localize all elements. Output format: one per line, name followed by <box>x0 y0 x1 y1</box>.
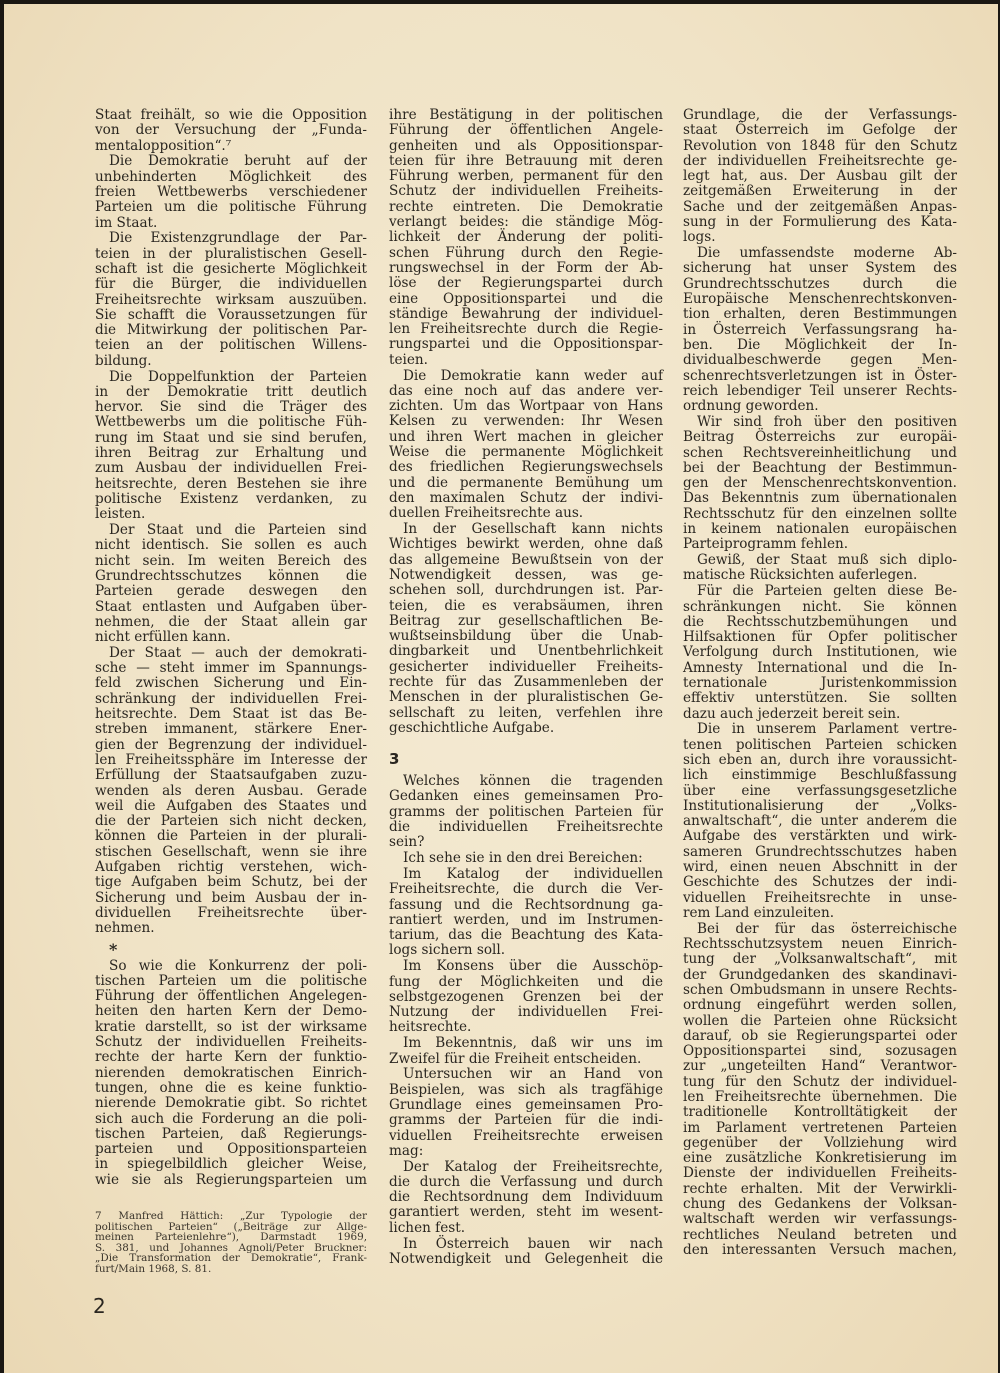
paragraph <box>389 867 663 959</box>
text-line: nicht identisch. Sie sollen es auch <box>95 537 367 554</box>
paragraph <box>389 851 663 866</box>
text-line: rem Land einzuleiten. <box>683 904 835 921</box>
text-line: gen der Menschenrechtskonvention. <box>683 475 957 492</box>
text-line: in Österreich Verfassungsrang ha- <box>683 321 957 338</box>
text-line: Der Staat — auch der demokrati- <box>109 644 367 661</box>
text-line: Untersuchen wir an Hand von <box>403 1066 663 1083</box>
text-line: Im Katalog der individuellen <box>403 865 663 882</box>
text-line: rechte eintreten. Die Demokratie <box>389 198 663 215</box>
text-line: Staat entlasten und Aufgaben über- <box>95 598 367 615</box>
text-line: Ich sehe sie in den drei Bereichen: <box>403 850 643 867</box>
text-line: schen Rechtsvereinheitlichung und <box>683 444 957 461</box>
paragraph <box>389 1067 663 1159</box>
text-line: zichten. Um das Wortpaar von Hans <box>389 398 663 415</box>
text-line: Die Doppelfunktion der Parteien <box>109 368 367 385</box>
text-line: matische Rücksichten auferlegen. <box>683 567 918 584</box>
text-line: fung der Möglichkeiten und die <box>389 973 663 990</box>
paragraph <box>389 959 663 1035</box>
text-line: rantiert werden, und im Instrumen- <box>389 911 663 928</box>
text-line: zeitgemäßen Erweiterung in der <box>683 183 957 200</box>
text-line: schaft ist die gesicherte Möglichkeit <box>95 260 367 277</box>
text-line: nierende Demokratie gibt. So richtet <box>95 1095 367 1112</box>
text-line: Die Demokratie kann weder auf <box>403 367 663 384</box>
section-heading: 3 <box>389 750 400 769</box>
text-line: ben. Die Möglichkeit der In- <box>683 336 957 353</box>
text-line: Beispielen, was sich als tragfähige <box>389 1081 663 1098</box>
text-line: Europäische Menschenrechtskonven- <box>683 291 957 308</box>
text-line: gegenüber der Vollziehung wird <box>683 1134 957 1151</box>
text-line: Für die Parteien gelten diese Be- <box>697 583 957 600</box>
text-line: den interessanten Versuch machen, <box>683 1241 957 1258</box>
paragraph <box>683 108 957 246</box>
text-line: das allgemeine Bewußtsein von der <box>389 551 663 568</box>
text-line: der Grundgedanken des skandinavi- <box>683 966 957 983</box>
text-line: tung für den Schutz der individuel- <box>683 1073 957 1090</box>
text-line: Wettbewerbs um die politische Füh- <box>95 414 367 431</box>
text-line: eine Oppositionspartei und die <box>389 290 663 307</box>
text-line: Geschichte des Schutzes der indi- <box>683 874 957 891</box>
text-line: rechtliches Neuland betreten und <box>683 1226 957 1243</box>
text-line: heiten den harten Kern der Demo- <box>95 1003 367 1020</box>
text-line: des friedlichen Regierungswechsels <box>389 459 663 476</box>
text-line: schen Führung durch den Regie- <box>389 244 663 261</box>
text-line: sche — steht immer im Spannungs- <box>95 660 367 677</box>
text-line: Rechtsschutz für den einzelnen sollte <box>683 505 957 522</box>
text-line: von der Versuchung der „Funda- <box>95 122 367 139</box>
text-line: logs. <box>683 229 716 246</box>
text-line: Freiheitsrechte, die durch die Ver- <box>389 881 663 898</box>
text-line: tige Aufgaben beim Schutz, bei der <box>95 874 367 891</box>
text-line: tarium, das die Beachtung des Kata- <box>389 927 663 944</box>
text-line: tenen politischen Parteien schicken <box>683 736 957 753</box>
text-line: Das Bekenntnis zum übernationalen <box>683 490 957 507</box>
text-line: In der Gesellschaft kann nichts <box>403 521 663 538</box>
text-line: wie sie als Regierungsparteien um <box>95 1171 367 1188</box>
text-line: nicht sein. Im weiten Bereich des <box>95 552 367 569</box>
text-line: dazu auch jederzeit bereit sein. <box>683 705 901 722</box>
text-line: rechte der harte Kern der funktio- <box>95 1049 367 1066</box>
text-line: Schutz der individuellen Freiheits- <box>95 1034 367 1051</box>
text-line: Schutz der individuellen Freiheits- <box>389 183 663 200</box>
footnote-line: S. 381, und Johannes Agnoli/Peter Bruckner: <box>95 1241 367 1254</box>
text-line: Staat freihält, so wie die Opposition <box>95 107 367 123</box>
text-line: die individuellen Freiheitsrechte <box>389 819 663 836</box>
text-line: weil die Aufgaben des Staates und <box>95 797 367 814</box>
text-line: geschichtliche Aufgabe. <box>389 719 555 736</box>
text-line: Die Demokratie beruht auf der <box>109 153 367 170</box>
text-line: In Österreich bauen wir nach <box>403 1235 663 1252</box>
text-line: bildung. <box>95 352 152 369</box>
text-line: effektiv unterstützen. Sie sollten <box>683 690 957 707</box>
footnote-line: politischen Parteien“ („Beiträge zur Allge- <box>95 1220 367 1233</box>
paragraph <box>95 523 367 645</box>
text-line: Grundlage eines gemeinsamen Pro- <box>389 1096 663 1113</box>
text-line: garantiert werden, steht im wesent- <box>389 1204 663 1221</box>
text-line: die Rechtsschutzbemühungen und <box>683 613 957 630</box>
text-line: sung in der Formulierung des Kata- <box>683 214 957 231</box>
text-line: ternationale Juristenkommission <box>683 674 957 691</box>
text-line: Wichtiges bewirkt werden, ohne daß <box>389 536 663 553</box>
text-line: Wir sind froh über den positiven <box>697 413 957 430</box>
text-line: ihre Bestätigung in der politischen <box>389 107 663 123</box>
text-line: wenden als deren Ausbau. Gerade <box>95 782 367 799</box>
text-line: heitsrechte, deren Bestehen sie ihre <box>95 475 367 492</box>
text-line: Im Konsens über die Ausschöp- <box>403 958 663 975</box>
text-line: legt hat, aus. Der Ausbau gilt der <box>683 168 957 185</box>
text-line: selbstgezogenen Grenzen bei der <box>389 988 663 1005</box>
text-line: fassung und die Rechtsordnung ga- <box>389 896 663 913</box>
text-line: tischen Parteien, daß Regierungs- <box>95 1125 367 1142</box>
text-line: Parteien um die politische Führung <box>95 199 367 216</box>
text-line: kratie darstellt, so ist der wirksame <box>95 1018 367 1035</box>
text-line: rung im Staat und sie sind berufen, <box>95 429 367 446</box>
text-line: verlangt beides: die ständige Mög- <box>389 214 663 231</box>
text-line: in keinem nationalen europäischen <box>683 521 957 538</box>
paragraph <box>389 1036 663 1067</box>
text-line: Erfüllung der Staatsaufgaben zuzu- <box>95 767 367 784</box>
text-line: Institutionalisierung der „Volks- <box>683 797 957 814</box>
text-column-1 <box>95 108 367 1188</box>
section-separator: * <box>109 939 118 959</box>
text-line: darauf, ob sie Regierungspartei oder <box>683 1027 957 1044</box>
text-line: eine zusätzliche Konkretisierung im <box>683 1150 957 1167</box>
text-line: nehmen. <box>95 920 155 937</box>
paragraph <box>683 584 957 722</box>
text-line: gramms der politischen Parteien für <box>389 803 663 820</box>
text-line: die durch die Verfassung und durch <box>389 1173 663 1190</box>
text-line: schehen soll, durchdrungen ist. Par- <box>389 582 663 599</box>
text-line: Beitrag Österreichs zur europäi- <box>683 429 957 446</box>
text-line: Der Staat und die Parteien sind <box>109 522 367 539</box>
text-line: Bei der für das österreichische <box>697 920 957 937</box>
text-line: Kelsen zu verwenden: Ihr Wesen <box>389 413 663 430</box>
text-line: nicht erfüllen kann. <box>95 629 231 646</box>
text-line: reich lebendiger Teil unserer Rechts- <box>683 382 957 399</box>
footnote-line: meinen Parteienlehre“), Darmstadt 1969, <box>95 1231 367 1244</box>
footnote <box>95 1211 367 1275</box>
text-line: Revolution von 1848 für den Schutz <box>683 137 957 154</box>
text-line: Gewiß, der Staat muß sich diplo- <box>697 552 957 569</box>
text-line: können die Parteien in der plurali- <box>95 828 367 845</box>
paragraph <box>95 154 367 230</box>
text-line: in der Demokratie tritt deutlich <box>95 383 367 400</box>
text-line: tion erhalten, deren Bestimmungen <box>683 306 957 323</box>
text-line: gesicherter individueller Freiheits- <box>389 658 663 675</box>
text-line: sich auch die Forderung an die poli- <box>95 1110 367 1127</box>
text-line: traditionelle Kontrolltätigkeit der <box>683 1104 957 1121</box>
paragraph <box>95 959 367 1188</box>
paragraph <box>389 108 663 368</box>
paragraph <box>683 246 957 414</box>
text-line: dividuellen Freiheitsrechte über- <box>95 904 367 921</box>
text-line: lichkeit der Änderung der politi- <box>389 229 663 246</box>
text-line: schränkung der individuellen Frei- <box>95 690 367 707</box>
text-line: sicherung hat unser System des <box>683 260 957 277</box>
text-line: duellen Freiheitsrechte aus. <box>389 505 584 522</box>
paragraph <box>389 522 663 736</box>
text-line: mentalopposition“.⁷ <box>95 137 232 154</box>
text-line: Dienste der individuellen Freiheits- <box>683 1165 957 1182</box>
text-line: und ihren Wert machen in gleicher <box>389 428 663 445</box>
text-line: viduellen Freiheitsrechte in unse- <box>683 889 957 906</box>
text-line: Oppositionspartei sind, sozusagen <box>683 1043 957 1060</box>
text-line: Parteiprogramm fehlen. <box>683 536 849 553</box>
text-line: Die umfassendste moderne Ab- <box>697 245 957 262</box>
text-line: dividualbeschwerde gegen Men- <box>683 352 957 369</box>
text-line: tischen Parteien um die politische <box>95 972 367 989</box>
text-line: genheiten und als Oppositionspar- <box>389 137 663 154</box>
text-line: lich einstimmige Beschlußfassung <box>683 767 957 784</box>
text-line: gien der Begrenzung der individuel- <box>95 736 367 753</box>
text-line: wußtseinsbildung über die Unab- <box>389 628 663 645</box>
text-line: ordnung geworden. <box>683 398 819 415</box>
text-line: len Freiheitsrechte übernehmen. Die <box>683 1089 957 1105</box>
paragraph <box>683 922 957 1259</box>
paragraph <box>389 1237 663 1268</box>
text-line: Im Bekenntnis, daß wir uns im <box>403 1035 663 1052</box>
text-line: ordnung eingeführt werden sollen, <box>683 997 957 1014</box>
text-line: feld zwischen Sicherung und Ein- <box>95 675 367 692</box>
text-column-2 <box>389 108 663 1267</box>
text-line: Notwendigkeit und Gelegenheit die <box>389 1250 663 1267</box>
text-line: chung des Gedankens der Volksan- <box>683 1196 957 1213</box>
text-line: Rechtsschutzsystem neuen Einrich- <box>683 936 957 953</box>
text-line: unbehinderten Möglichkeit des <box>95 168 367 185</box>
text-line: So wie die Konkurrenz der poli- <box>109 957 367 974</box>
text-line: len Freiheitsrechte durch die Regie- <box>389 321 663 338</box>
text-line: über eine verfassungsgesetzliche <box>683 782 957 799</box>
text-line: schenrechtsverletzungen ist in Öster- <box>683 367 957 384</box>
text-line: Beitrag zur gesellschaftlichen Be- <box>389 612 663 629</box>
paragraph <box>683 553 957 584</box>
text-line: Sache und der zeitgemäßen Anpas- <box>683 198 957 215</box>
text-line: Notwendigkeit dessen, was ge- <box>389 566 663 583</box>
text-line: Der Katalog der Freiheitsrechte, <box>403 1158 663 1175</box>
text-line: das eine noch auf das andere ver- <box>389 382 663 399</box>
text-line: Führung der öffentlichen Angelegen- <box>95 988 367 1005</box>
text-line: mag: <box>389 1142 424 1159</box>
text-line: und die permanente Bemühung um <box>389 474 663 491</box>
text-line: staat Österreich im Gefolge der <box>683 122 957 139</box>
text-line: Führung der öffentlichen Angele- <box>389 122 663 139</box>
text-line: gramms der Parteien für die indi- <box>389 1112 663 1129</box>
text-line: Parteien gerade deswegen den <box>95 583 367 600</box>
text-line: Hilfsaktionen für Opfer politischer <box>683 629 957 646</box>
text-line: nierenden demokratischen Einrich- <box>95 1064 367 1081</box>
text-line: Grundlage, die der Verfassungs- <box>683 107 957 123</box>
paragraph <box>389 369 663 522</box>
text-line: die der Parteien sich nicht decken, <box>95 813 367 830</box>
text-line: wollen die Parteien ohne Rücksicht <box>683 1012 957 1029</box>
text-line: teien, die es verabsäumen, ihren <box>389 597 663 614</box>
text-line: freien Wettbewerbs verschiedener <box>95 183 367 200</box>
text-line: Sicherung und beim Ausbau der in- <box>95 889 367 906</box>
text-line: Freiheitsrechte wirksam auszuüben. <box>95 291 367 308</box>
text-line: Führung werben, permanent für den <box>389 168 663 185</box>
text-line: die Rechtsordnung dem Individuum <box>389 1189 663 1206</box>
text-line: wird, einen neuen Abschnitt in der <box>683 859 957 876</box>
text-line: Gedanken eines gemeinsamen Pro- <box>389 788 663 805</box>
text-line: die Mitwirkung der politischen Par- <box>95 322 367 339</box>
text-line: sameren Grundrechtsschutzes haben <box>683 843 957 860</box>
text-line: Verfolgung durch Institutionen, wie <box>683 644 957 661</box>
text-line: Aufgabe des verstärkten und wirk- <box>683 828 957 845</box>
text-line: schränkungen nicht. Sie können <box>683 598 957 615</box>
footnote-line: furt/Main 1968, S. 81. <box>95 1262 212 1275</box>
text-line: rechte erhalten. Mit der Verwirkli- <box>683 1180 957 1197</box>
text-line: für die Bürger, die individuellen <box>95 276 367 293</box>
paragraph <box>389 1160 663 1236</box>
text-line: im Staat. <box>95 214 158 231</box>
paragraph <box>389 774 663 850</box>
text-line: ständige Bewahrung der individuel- <box>389 305 663 322</box>
text-line: parteien und Oppositionsparteien <box>95 1141 367 1158</box>
text-line: Sie schafft die Voraussetzungen für <box>95 306 367 323</box>
text-line: sellschaft zu leiten, verfehlen ihre <box>389 704 663 721</box>
text-line: bei der Beachtung der Bestimmun- <box>683 459 957 476</box>
text-column-3 <box>683 108 957 1258</box>
footnote-line: 7 Manfred Hättich: „Zur Typologie der <box>95 1210 367 1222</box>
text-line: Weise die permanente Möglichkeit <box>389 444 663 461</box>
text-line: Grundrechtsschutzes durch die <box>683 275 957 292</box>
text-line: viduellen Freiheitsrechte erweisen <box>389 1127 663 1144</box>
text-line: Grundrechtsschutzes können die <box>95 567 367 584</box>
text-line: zur „ungeteilten Hand“ Verantwor- <box>683 1058 957 1075</box>
text-line: zum Ausbau der individuellen Frei- <box>95 460 367 477</box>
paragraph <box>95 646 367 937</box>
text-line: Die Existenzgrundlage der Par- <box>109 230 367 247</box>
text-line: stischen Gesellschaft, wenn sie ihre <box>95 843 367 860</box>
text-line: Welches können die tragenden <box>403 773 663 790</box>
text-line: Menschen in der pluralistischen Ge- <box>389 689 663 706</box>
text-line: len Freiheitssphäre im Interesse der <box>95 751 367 768</box>
text-line: hervor. Sie sind die Träger des <box>95 399 367 416</box>
text-line: im Parlament vertretenen Parteien <box>683 1119 957 1136</box>
paragraph <box>95 370 367 523</box>
text-line: waltschaft werden wir verfassungs- <box>683 1211 957 1228</box>
paragraph <box>683 415 957 553</box>
text-line: in spiegelbildlich gleicher Weise, <box>95 1156 367 1173</box>
text-line: löse der Regierungspartei durch <box>389 275 663 292</box>
document-page <box>4 4 998 1373</box>
text-line: streben immanent, stärkere Ener- <box>95 721 367 738</box>
text-line: lichen fest. <box>389 1219 466 1236</box>
text-line: rechte für das Zusammenleben der <box>389 673 663 690</box>
text-line: tungen, ohne die es keine funktio- <box>95 1079 367 1096</box>
text-line: heitsrechte. <box>389 1019 472 1036</box>
text-line: Die in unserem Parlament vertre- <box>697 721 957 738</box>
text-line: dingbarkeit und Unentbehrlichkeit <box>389 643 663 660</box>
text-line: logs sichern soll. <box>389 942 506 959</box>
text-line: Aufgaben richtig verstehen, wich- <box>95 859 367 876</box>
paragraph <box>95 108 367 154</box>
text-line: den maximalen Schutz der indivi- <box>389 489 663 506</box>
text-line: teien in der pluralistischen Gesell- <box>95 245 367 262</box>
text-line: leisten. <box>95 506 146 523</box>
text-line: ihren Beitrag zur Erhaltung und <box>95 445 367 462</box>
paragraph <box>95 231 367 369</box>
text-line: Nutzung der individuellen Frei- <box>389 1004 663 1021</box>
text-line: teien für ihre Betrauung mit deren <box>389 152 663 169</box>
footnote-line: „Die Transformation der Demokratie“, Frank- <box>95 1252 367 1265</box>
text-line: tung der „Volksanwaltschaft“, mit <box>683 951 957 968</box>
text-line: rungswechsel in der Form der Ab- <box>389 259 663 276</box>
text-line: Zweifel für die Freiheit entscheiden. <box>389 1050 642 1067</box>
page-number: 2 <box>93 1294 106 1318</box>
text-line: sich eben an, durch ihre voraussicht- <box>683 751 957 768</box>
text-line: der individuellen Freiheitsrechte ge- <box>683 152 957 169</box>
text-line: teien. <box>389 351 428 368</box>
text-line: sein? <box>389 834 425 851</box>
text-line: nehmen, die der Staat allein gar <box>95 613 367 630</box>
text-line: Amnesty International und die In- <box>683 659 957 676</box>
text-line: politische Existenz verdanken, zu <box>95 490 367 507</box>
text-line: schen Ombudsmann in unsere Rechts- <box>683 981 957 998</box>
text-line: heitsrechte. Dem Staat ist das Be- <box>95 706 367 723</box>
paragraph <box>683 722 957 921</box>
text-line: teien an der politischen Willens- <box>95 337 367 354</box>
text-line: rungspartei und die Oppositionspar- <box>389 336 663 353</box>
text-line: anwaltschaft“, die unter anderem die <box>683 813 957 830</box>
